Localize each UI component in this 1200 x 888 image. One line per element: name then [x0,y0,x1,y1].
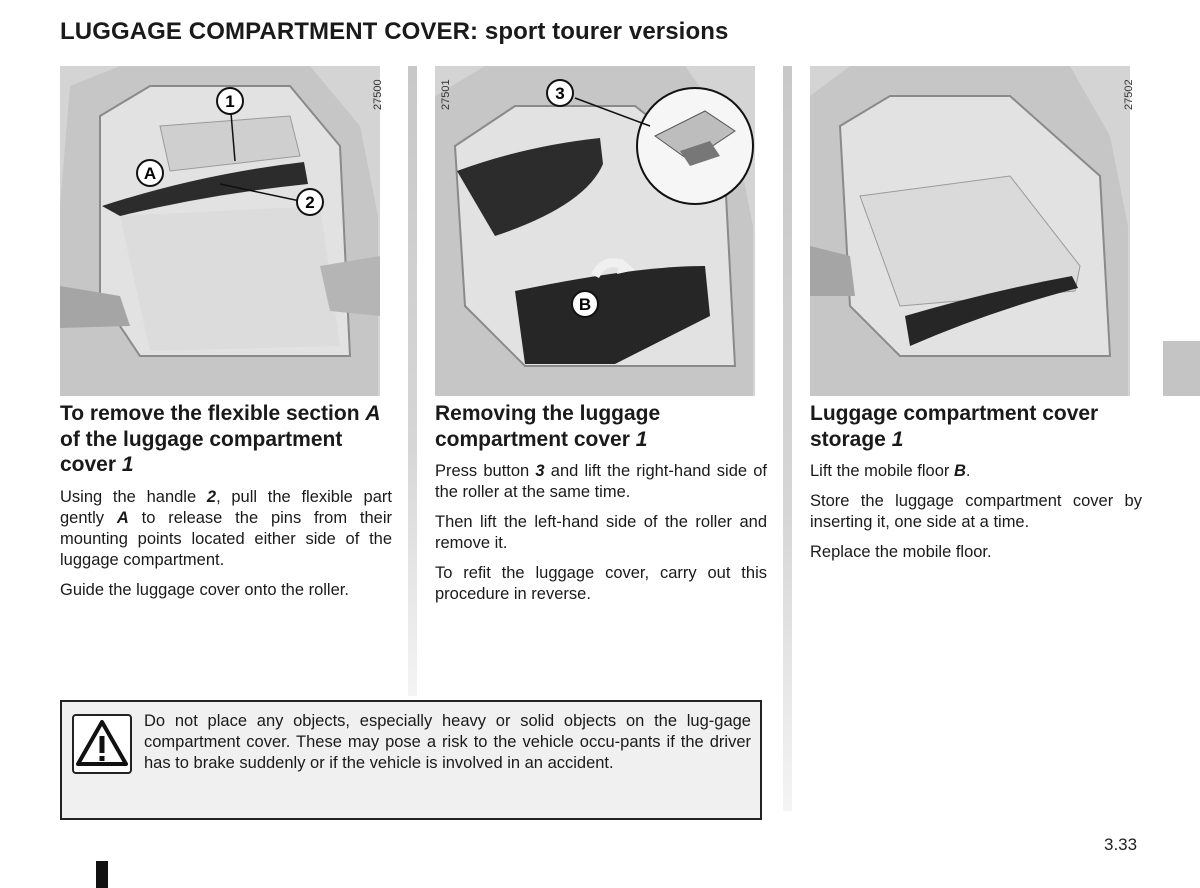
image-reference-number: 27501 [440,79,452,110]
callout-A: A [143,164,157,183]
column-divider [408,66,417,696]
paragraph: Then lift the left-hand side of the roller and remove it. [435,513,767,552]
section-heading: To remove the flexible section A of the luggage compartment cover 1 [60,402,381,476]
paragraph: Replace the mobile floor. [810,543,992,561]
column-divider [783,66,792,811]
image-reference-number: 27500 [372,79,384,110]
warning-triangle-icon [72,714,132,774]
paragraph: Lift the mobile floor B. [810,462,971,480]
section-heading: Luggage compartment cover storage 1 [810,402,1099,451]
page-edge-marker [96,861,108,888]
paragraph: Store the luggage compartment cover by inserting it, one side at a time. [810,492,1142,531]
callout-2: 2 [305,193,315,212]
callout-B: B [578,295,592,314]
section-heading: Removing the luggage compartment cover 1 [435,402,661,451]
illustration-cover-storage [810,66,1130,396]
paragraph: Press button 3 and lift the right-hand side of the roller at the same time. [435,462,767,501]
image-reference-number: 27502 [1123,79,1135,110]
callout-1: 1 [225,92,235,111]
warning-text: Do not place any objects, especially heavy or solid objects on the lug-gage compartment cover. These may pose a risk to the vehicle occu-pants if the driver has to brake suddenly or if the vehicle is involved in an accident. [144,712,751,772]
chapter-tab-marker [1163,341,1200,396]
column-remove-flexible-section [60,401,392,610]
callout-3: 3 [555,84,565,103]
paragraph: Using the handle 2, pull the flexible part gently A to release the pins from their mounting points located either side of the luggage compartment. [60,487,392,569]
column-remove-cover [435,401,767,614]
illustration-remove-flexible-section [60,66,380,396]
paragraph: Guide the luggage cover onto the roller. [60,580,349,599]
column-cover-storage [810,401,1142,572]
page-number: 3.33 [1104,835,1138,854]
illustration-remove-cover [435,66,755,396]
page-title: LUGGAGE COMPARTMENT COVER: sport tourer versions [60,18,729,45]
warning-box [60,700,762,820]
paragraph: To refit the luggage cover, carry out this procedure in reverse. [435,564,767,603]
